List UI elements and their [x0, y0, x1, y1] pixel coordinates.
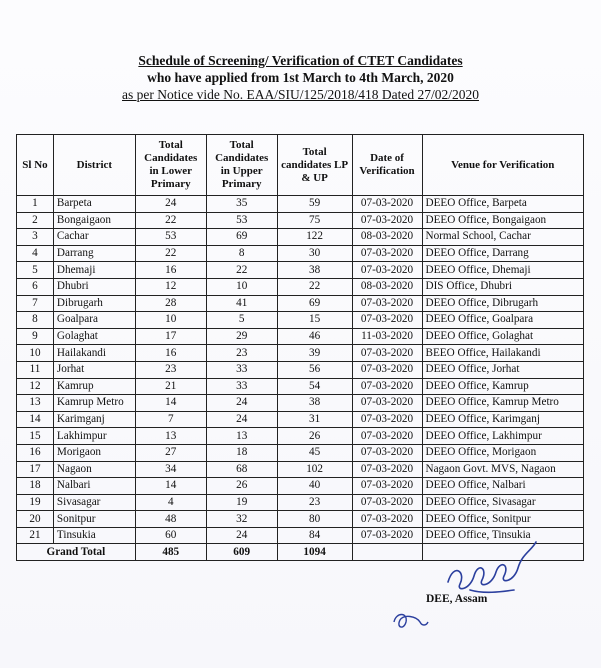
header-lower-primary: Total Candidates in Lower Primary — [135, 135, 206, 196]
cell-venue: DIS Office, Dhubri — [422, 278, 584, 295]
cell-upper-primary: 41 — [206, 295, 277, 312]
cell-date: 07-03-2020 — [352, 196, 422, 213]
cell-upper-primary: 32 — [206, 511, 277, 528]
cell-district: Golaghat — [53, 328, 135, 345]
cell-date: 07-03-2020 — [352, 345, 422, 362]
cell-sl-no: 11 — [17, 361, 54, 378]
cell-district: Nagaon — [53, 461, 135, 478]
cell-sl-no: 10 — [17, 345, 54, 362]
cell-venue: DEEO Office, Goalpara — [422, 312, 584, 329]
header-sl-no: Sl No — [17, 135, 54, 196]
table-row — [17, 361, 584, 378]
cell-total: 56 — [277, 361, 352, 378]
heading-subtitle: who have applied from 1st March to 4th March, 2020 — [147, 70, 454, 85]
cell-upper-primary: 13 — [206, 428, 277, 445]
cell-district: Morigaon — [53, 444, 135, 461]
cell-lower-primary: 4 — [135, 494, 206, 511]
cell-total: 54 — [277, 378, 352, 395]
cell-venue: DEEO Office, Bongaigaon — [422, 212, 584, 229]
cell-lower-primary: 17 — [135, 328, 206, 345]
cell-venue: DEEO Office, Morigaon — [422, 444, 584, 461]
cell-lower-primary: 16 — [135, 345, 206, 362]
cell-lower-primary: 28 — [135, 295, 206, 312]
cell-venue: DEEO Office, Dhemaji — [422, 262, 584, 279]
cell-sl-no: 18 — [17, 478, 54, 495]
cell-lower-primary: 16 — [135, 262, 206, 279]
cell-date: 07-03-2020 — [352, 312, 422, 329]
cell-date: 07-03-2020 — [352, 245, 422, 262]
cell-upper-primary: 53 — [206, 212, 277, 229]
cell-sl-no: 21 — [17, 527, 54, 544]
table-row — [17, 212, 584, 229]
cell-date: 07-03-2020 — [352, 262, 422, 279]
cell-total: 45 — [277, 444, 352, 461]
cell-upper-primary: 26 — [206, 478, 277, 495]
table-row — [17, 461, 584, 478]
cell-total: 15 — [277, 312, 352, 329]
cell-sl-no: 2 — [17, 212, 54, 229]
table-row — [17, 196, 584, 213]
heading-notice-ref: as per Notice vide No. EAA/SIU/125/2018/418 Dated 27/02/2020 — [122, 87, 479, 102]
table-header-row — [17, 135, 584, 196]
grand-total-upper: 609 — [206, 544, 277, 561]
cell-venue: DEEO Office, Sonitpur — [422, 511, 584, 528]
cell-lower-primary: 12 — [135, 278, 206, 295]
cell-venue: DEEO Office, Jorhat — [422, 361, 584, 378]
cell-sl-no: 9 — [17, 328, 54, 345]
cell-sl-no: 1 — [17, 196, 54, 213]
cell-venue: DEEO Office, Karimganj — [422, 411, 584, 428]
cell-upper-primary: 68 — [206, 461, 277, 478]
table-row — [17, 494, 584, 511]
cell-date: 08-03-2020 — [352, 229, 422, 246]
cell-district: Sivasagar — [53, 494, 135, 511]
cell-venue: DEEO Office, Nalbari — [422, 478, 584, 495]
cell-venue: DEEO Office, Barpeta — [422, 196, 584, 213]
cell-sl-no: 13 — [17, 395, 54, 412]
cell-sl-no: 6 — [17, 278, 54, 295]
table-row — [17, 278, 584, 295]
cell-lower-primary: 23 — [135, 361, 206, 378]
header-venue: Venue for Verification — [422, 135, 584, 196]
table-row — [17, 262, 584, 279]
cell-venue: DEEO Office, Kamrup — [422, 378, 584, 395]
cell-venue: DEEO Office, Lakhimpur — [422, 428, 584, 445]
cell-lower-primary: 21 — [135, 378, 206, 395]
cell-upper-primary: 24 — [206, 411, 277, 428]
cell-district: Hailakandi — [53, 345, 135, 362]
header-total-lp-up: Total candidates LP & UP — [277, 135, 352, 196]
cell-lower-primary: 60 — [135, 527, 206, 544]
cell-lower-primary: 24 — [135, 196, 206, 213]
cell-date: 08-03-2020 — [352, 278, 422, 295]
cell-lower-primary: 53 — [135, 229, 206, 246]
cell-lower-primary: 10 — [135, 312, 206, 329]
cell-district: Dibrugarh — [53, 295, 135, 312]
cell-upper-primary: 69 — [206, 229, 277, 246]
cell-district: Tinsukia — [53, 527, 135, 544]
cell-district: Jorhat — [53, 361, 135, 378]
cell-upper-primary: 8 — [206, 245, 277, 262]
cell-lower-primary: 14 — [135, 395, 206, 412]
cell-district: Lakhimpur — [53, 428, 135, 445]
schedule-table — [16, 134, 584, 561]
cell-sl-no: 12 — [17, 378, 54, 395]
cell-venue: DEEO Office, Tinsukia — [422, 527, 584, 544]
cell-total: 23 — [277, 494, 352, 511]
cell-total: 38 — [277, 395, 352, 412]
cell-date: 07-03-2020 — [352, 428, 422, 445]
cell-upper-primary: 18 — [206, 444, 277, 461]
cell-district: Cachar — [53, 229, 135, 246]
cell-total: 80 — [277, 511, 352, 528]
cell-sl-no: 8 — [17, 312, 54, 329]
grand-total-combined: 1094 — [277, 544, 352, 561]
cell-venue: BEEO Office, Hailakandi — [422, 345, 584, 362]
cell-date: 07-03-2020 — [352, 461, 422, 478]
cell-total: 39 — [277, 345, 352, 362]
cell-upper-primary: 35 — [206, 196, 277, 213]
cell-upper-primary: 29 — [206, 328, 277, 345]
table-row — [17, 345, 584, 362]
cell-date: 07-03-2020 — [352, 511, 422, 528]
cell-sl-no: 5 — [17, 262, 54, 279]
cell-total: 26 — [277, 428, 352, 445]
cell-venue: DEEO Office, Golaghat — [422, 328, 584, 345]
table-row — [17, 428, 584, 445]
table-row — [17, 478, 584, 495]
cell-total: 102 — [277, 461, 352, 478]
cell-upper-primary: 19 — [206, 494, 277, 511]
cell-sl-no: 19 — [17, 494, 54, 511]
cell-lower-primary: 13 — [135, 428, 206, 445]
cell-district: Kamrup Metro — [53, 395, 135, 412]
cell-date: 07-03-2020 — [352, 478, 422, 495]
cell-total: 122 — [277, 229, 352, 246]
header-date: Date of Verification — [352, 135, 422, 196]
cell-date: 07-03-2020 — [352, 444, 422, 461]
cell-lower-primary: 48 — [135, 511, 206, 528]
cell-lower-primary: 22 — [135, 212, 206, 229]
cell-total: 38 — [277, 262, 352, 279]
cell-venue: DEEO Office, Darrang — [422, 245, 584, 262]
cell-date: 11-03-2020 — [352, 328, 422, 345]
cell-sl-no: 3 — [17, 229, 54, 246]
cell-sl-no: 20 — [17, 511, 54, 528]
cell-total: 31 — [277, 411, 352, 428]
cell-lower-primary: 14 — [135, 478, 206, 495]
cell-upper-primary: 33 — [206, 378, 277, 395]
cell-upper-primary: 24 — [206, 527, 277, 544]
cell-sl-no: 14 — [17, 411, 54, 428]
cell-upper-primary: 10 — [206, 278, 277, 295]
cell-sl-no: 7 — [17, 295, 54, 312]
cell-venue: DEEO Office, Sivasagar — [422, 494, 584, 511]
header-district: District — [53, 135, 135, 196]
cell-date: 07-03-2020 — [352, 411, 422, 428]
table-body — [17, 196, 584, 544]
heading-title: Schedule of Screening/ Verification of CTET Candidates — [138, 53, 463, 68]
cell-total: 84 — [277, 527, 352, 544]
cell-date: 07-03-2020 — [352, 378, 422, 395]
cell-upper-primary: 33 — [206, 361, 277, 378]
cell-district: Nalbari — [53, 478, 135, 495]
cell-total: 75 — [277, 212, 352, 229]
cell-total: 69 — [277, 295, 352, 312]
cell-district: Sonitpur — [53, 511, 135, 528]
cell-upper-primary: 24 — [206, 395, 277, 412]
cell-district: Dhubri — [53, 278, 135, 295]
cell-district: Dhemaji — [53, 262, 135, 279]
cell-date: 07-03-2020 — [352, 361, 422, 378]
cell-total: 30 — [277, 245, 352, 262]
cell-total: 22 — [277, 278, 352, 295]
cell-lower-primary: 7 — [135, 411, 206, 428]
cell-sl-no: 16 — [17, 444, 54, 461]
cell-district: Darrang — [53, 245, 135, 262]
table-row — [17, 395, 584, 412]
grand-total-empty-date — [352, 544, 422, 561]
cell-sl-no: 4 — [17, 245, 54, 262]
cell-upper-primary: 5 — [206, 312, 277, 329]
cell-sl-no: 15 — [17, 428, 54, 445]
cell-lower-primary: 22 — [135, 245, 206, 262]
cell-district: Barpeta — [53, 196, 135, 213]
cell-upper-primary: 23 — [206, 345, 277, 362]
cell-venue: DEEO Office, Dibrugarh — [422, 295, 584, 312]
cell-date: 07-03-2020 — [352, 295, 422, 312]
table-row — [17, 328, 584, 345]
table-row — [17, 411, 584, 428]
cell-district: Kamrup — [53, 378, 135, 395]
cell-date: 07-03-2020 — [352, 527, 422, 544]
table-row — [17, 511, 584, 528]
cell-date: 07-03-2020 — [352, 494, 422, 511]
table-row — [17, 295, 584, 312]
cell-district: Bongaigaon — [53, 212, 135, 229]
table-row — [17, 245, 584, 262]
cell-district: Goalpara — [53, 312, 135, 329]
table-row — [17, 444, 584, 461]
cell-total: 46 — [277, 328, 352, 345]
cell-sl-no: 17 — [17, 461, 54, 478]
cell-district: Karimganj — [53, 411, 135, 428]
header-upper-primary: Total Candidates in Upper Primary — [206, 135, 277, 196]
cell-upper-primary: 22 — [206, 262, 277, 279]
cell-venue: DEEO Office, Kamrup Metro — [422, 395, 584, 412]
signature-label: DEE, Assam — [426, 593, 488, 605]
table-row — [17, 229, 584, 246]
cell-venue: Normal School, Cachar — [422, 229, 584, 246]
table-row — [17, 378, 584, 395]
cell-lower-primary: 27 — [135, 444, 206, 461]
cell-date: 07-03-2020 — [352, 395, 422, 412]
cell-total: 59 — [277, 196, 352, 213]
cell-date: 07-03-2020 — [352, 212, 422, 229]
document-heading — [0, 52, 601, 103]
initial-scribble — [390, 608, 430, 634]
cell-venue: Nagaon Govt. MVS, Nagaon — [422, 461, 584, 478]
grand-total-label: Grand Total — [17, 544, 136, 561]
grand-total-lower: 485 — [135, 544, 206, 561]
table-row — [17, 312, 584, 329]
cell-total: 40 — [277, 478, 352, 495]
cell-lower-primary: 34 — [135, 461, 206, 478]
